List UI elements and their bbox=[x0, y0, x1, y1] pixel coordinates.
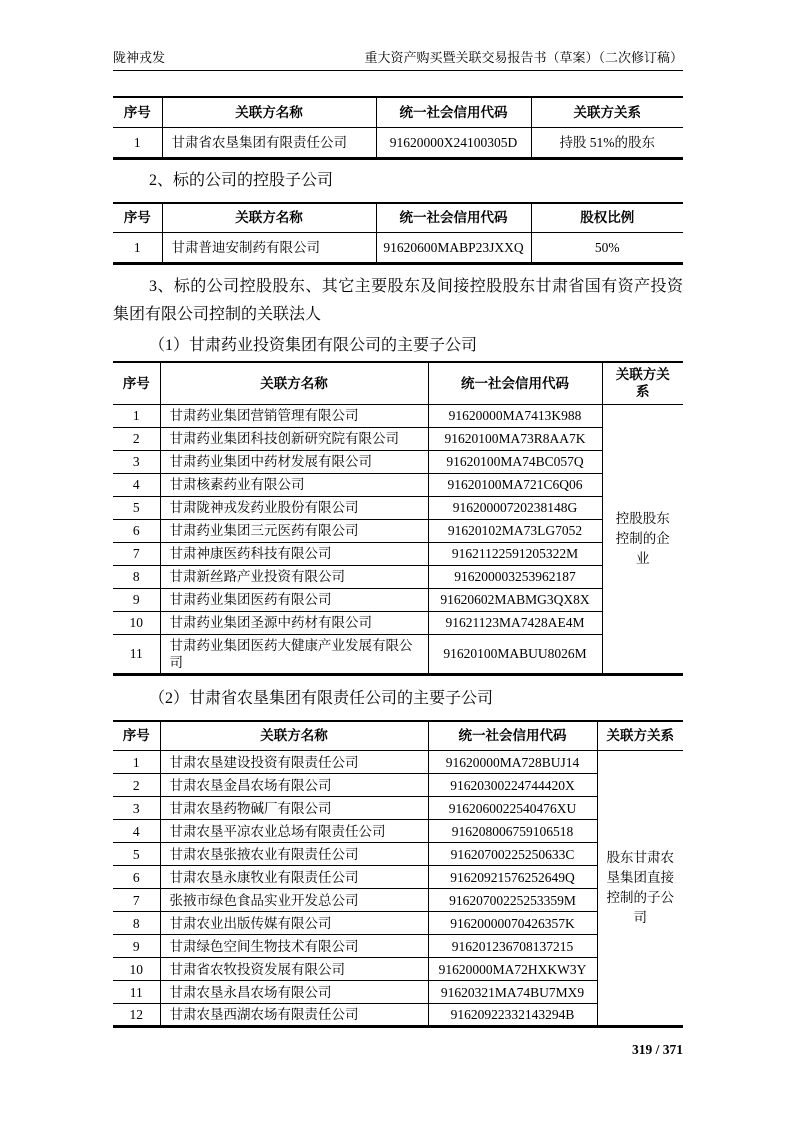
table-cell: 91620100MA74BC057Q bbox=[428, 450, 602, 473]
table-cell: 916201236708137215 bbox=[428, 935, 597, 958]
table-cell: 91620321MA74BU7MX9 bbox=[428, 981, 597, 1004]
table-cell: 50% bbox=[531, 233, 683, 264]
table-cell: 91620100MABUU8026M bbox=[428, 634, 602, 674]
table-cell: 甘肃新丝路产业投资有限公司 bbox=[160, 565, 428, 588]
table-cell: 甘肃药业集团三元医药有限公司 bbox=[160, 519, 428, 542]
table-row bbox=[113, 404, 683, 427]
table-row bbox=[113, 634, 683, 674]
table-cell: 8 bbox=[132, 569, 140, 584]
table-cell: 916200003253962187 bbox=[428, 565, 602, 588]
table-cell: 91621123MA7428AE4M bbox=[428, 611, 602, 634]
table-cell: 甘肃农垦平凉农业总场有限责任公司 bbox=[160, 820, 428, 843]
column-header-code: 统一社会信用代码 bbox=[376, 97, 531, 127]
column-header-code: 统一社会信用代码 bbox=[428, 721, 597, 751]
table-cell: 甘肃农垦张掖农业有限责任公司 bbox=[160, 843, 428, 866]
table-cell: 1 bbox=[133, 240, 141, 255]
table-cell: 持股 51%的股东 bbox=[531, 127, 683, 158]
table-cell: 甘肃绿色空间生物技术有限公司 bbox=[160, 935, 428, 958]
table-cell: 甘肃农业出版传媒有限公司 bbox=[160, 912, 428, 935]
table-row bbox=[113, 588, 683, 611]
table-row bbox=[113, 427, 683, 450]
table-cell: 甘肃省农牧投资发展有限公司 bbox=[160, 958, 428, 981]
column-header-name: 关联方名称 bbox=[162, 203, 376, 233]
column-header-code: 统一社会信用代码 bbox=[376, 203, 531, 233]
table-header-row bbox=[113, 362, 683, 404]
table-cell: 7 bbox=[132, 892, 140, 908]
table-cell: 91621122591205322M bbox=[428, 542, 602, 565]
table-cell: 3 bbox=[132, 800, 140, 816]
table-cell: 甘肃农垦金昌农场有限公司 bbox=[160, 774, 428, 797]
table-cell: 10 bbox=[129, 615, 143, 630]
table-cell: 91620000070426357K bbox=[428, 912, 597, 935]
table-cell: 91620700225250633C bbox=[428, 843, 597, 866]
table-cell: 甘肃神康医药科技有限公司 bbox=[160, 542, 428, 565]
table-cell: 91620922332143294B bbox=[428, 1004, 597, 1027]
table-cell: 甘肃普迪安制药有限公司 bbox=[162, 233, 376, 264]
column-header-name: 关联方名称 bbox=[160, 721, 428, 751]
table-cell: 甘肃陇神戎发药业股份有限公司 bbox=[160, 496, 428, 519]
column-header-relation: 关联方关系 bbox=[602, 362, 683, 404]
table-cell: 4 bbox=[132, 477, 140, 492]
table-cell: 甘肃核素药业有限公司 bbox=[160, 473, 428, 496]
table-row bbox=[113, 496, 683, 519]
table-cell: 91620000MA7413K988 bbox=[428, 404, 602, 427]
pharma-group-subsidiaries-table bbox=[113, 361, 683, 676]
table-cell: 916208006759106518 bbox=[428, 820, 597, 843]
sub-heading-1: （1）甘肃药业投资集团有限公司的主要子公司 bbox=[149, 337, 478, 354]
table-cell: 甘肃农垦药物碱厂有限公司 bbox=[160, 797, 428, 820]
column-header-relation: 关联方关系 bbox=[531, 97, 683, 127]
column-header-equity-ratio: 股权比例 bbox=[531, 203, 683, 233]
table-cell: 91620600MABP23JXXQ bbox=[376, 233, 531, 264]
column-header-seq: 序号 bbox=[123, 104, 151, 120]
table-cell: 6 bbox=[132, 869, 140, 885]
table-header-row bbox=[113, 203, 683, 233]
column-header-name: 关联方名称 bbox=[162, 97, 376, 127]
table-cell: 91620000MA72HXKW3Y bbox=[428, 958, 597, 981]
table-cell: 1 bbox=[133, 134, 141, 150]
section-heading-3: 3、标的公司控股股东、其它主要股东及间接控股股东甘肃省国有资产投资集团有限公司控制的关联法人 bbox=[113, 278, 683, 323]
table-cell: 12 bbox=[129, 1007, 143, 1022]
table-row bbox=[113, 565, 683, 588]
column-header-relation: 关联方关系 bbox=[597, 721, 683, 751]
sub-heading-2: （2）甘肃省农垦集团有限责任公司的主要子公司 bbox=[149, 689, 494, 707]
table-row bbox=[113, 450, 683, 473]
table-cell: 甘肃省农垦集团有限责任公司 bbox=[162, 127, 376, 158]
relation-span-cell: 股东甘肃农垦集团直接控制的子公司 bbox=[597, 751, 683, 1027]
column-header-seq: 序号 bbox=[123, 210, 151, 226]
table-cell: 11 bbox=[129, 984, 143, 1000]
table-cell: 甘肃药业集团营销管理有限公司 bbox=[160, 404, 428, 427]
page-number: 319 / 371 bbox=[631, 1042, 683, 1057]
subsidiary-table bbox=[113, 202, 683, 266]
table-row bbox=[113, 611, 683, 634]
table-cell: 甘肃药业集团科技创新研究院有限公司 bbox=[160, 427, 428, 450]
related-party-shareholder-table bbox=[113, 96, 683, 160]
table-cell: 91620100MA73R8AA7K bbox=[428, 427, 602, 450]
table-cell: 11 bbox=[129, 646, 143, 661]
table-cell: 10 bbox=[129, 961, 143, 977]
table-header-row bbox=[113, 721, 683, 751]
table-cell: 2 bbox=[132, 777, 140, 793]
running-header bbox=[113, 50, 683, 71]
table-row bbox=[113, 127, 683, 158]
table-cell: 5 bbox=[132, 846, 140, 862]
table-cell: 91620000MA728BUJ14 bbox=[428, 751, 597, 774]
table-cell: 8 bbox=[132, 915, 140, 931]
table-cell: 7 bbox=[132, 546, 140, 561]
table-cell: 4 bbox=[132, 823, 140, 839]
table-cell: 91620000720238148G bbox=[428, 496, 602, 519]
table-cell: 甘肃农垦建设投资有限责任公司 bbox=[160, 751, 428, 774]
table-cell: 91620700225253359M bbox=[428, 889, 597, 912]
table-cell: 1 bbox=[132, 408, 140, 423]
table-cell: 1 bbox=[132, 754, 140, 770]
table-cell: 9 bbox=[132, 592, 140, 607]
table-cell: 甘肃药业集团医药有限公司 bbox=[160, 588, 428, 611]
column-header-name: 关联方名称 bbox=[160, 362, 428, 404]
table-cell: 91620602MABMG3QX8X bbox=[428, 588, 602, 611]
column-header-seq: 序号 bbox=[122, 375, 150, 391]
table-row bbox=[113, 751, 683, 774]
table-row bbox=[113, 519, 683, 542]
table-cell: 9 bbox=[132, 938, 140, 954]
table-row bbox=[113, 233, 683, 264]
nongken-group-subsidiaries-table bbox=[113, 720, 683, 1029]
column-header-code: 统一社会信用代码 bbox=[428, 362, 602, 404]
table-cell: 91620100MA721C6Q06 bbox=[428, 473, 602, 496]
table-row bbox=[113, 542, 683, 565]
header-right-title: 重大资产购买暨关联交易报告书（草案）（二次修订稿） bbox=[364, 50, 683, 65]
section-heading-2: 2、标的公司的控股子公司 bbox=[149, 171, 334, 189]
table-cell: 91620000X24100305D bbox=[376, 127, 531, 158]
table-cell: 2 bbox=[132, 431, 140, 446]
table-cell: 3 bbox=[132, 454, 140, 469]
table-cell: 5 bbox=[132, 500, 140, 515]
header-left-title: 陇神戎发 bbox=[113, 50, 166, 65]
table-cell: 甘肃农垦西湖农场有限责任公司 bbox=[160, 1004, 428, 1027]
table-cell: 91620300224744420X bbox=[428, 774, 597, 797]
table-cell: 6 bbox=[132, 523, 140, 538]
table-cell: 9162060022540476XU bbox=[428, 797, 597, 820]
table-cell: 甘肃药业集团医药大健康产业发展有限公司 bbox=[160, 634, 428, 674]
table-cell: 甘肃药业集团中药材发展有限公司 bbox=[160, 450, 428, 473]
table-header-row bbox=[113, 97, 683, 127]
table-cell: 甘肃农垦永康牧业有限责任公司 bbox=[160, 866, 428, 889]
table-cell: 甘肃农垦永昌农场有限公司 bbox=[160, 981, 428, 1004]
table-row bbox=[113, 473, 683, 496]
table-cell: 张掖市绿色食品实业开发总公司 bbox=[160, 889, 428, 912]
table-cell: 甘肃药业集团圣源中药材有限公司 bbox=[160, 611, 428, 634]
column-header-seq: 序号 bbox=[122, 728, 150, 744]
table-cell: 91620102MA73LG7052 bbox=[428, 519, 602, 542]
relation-span-cell: 控股股东控制的企业 bbox=[602, 404, 683, 674]
table-cell: 91620921576252649Q bbox=[428, 866, 597, 889]
